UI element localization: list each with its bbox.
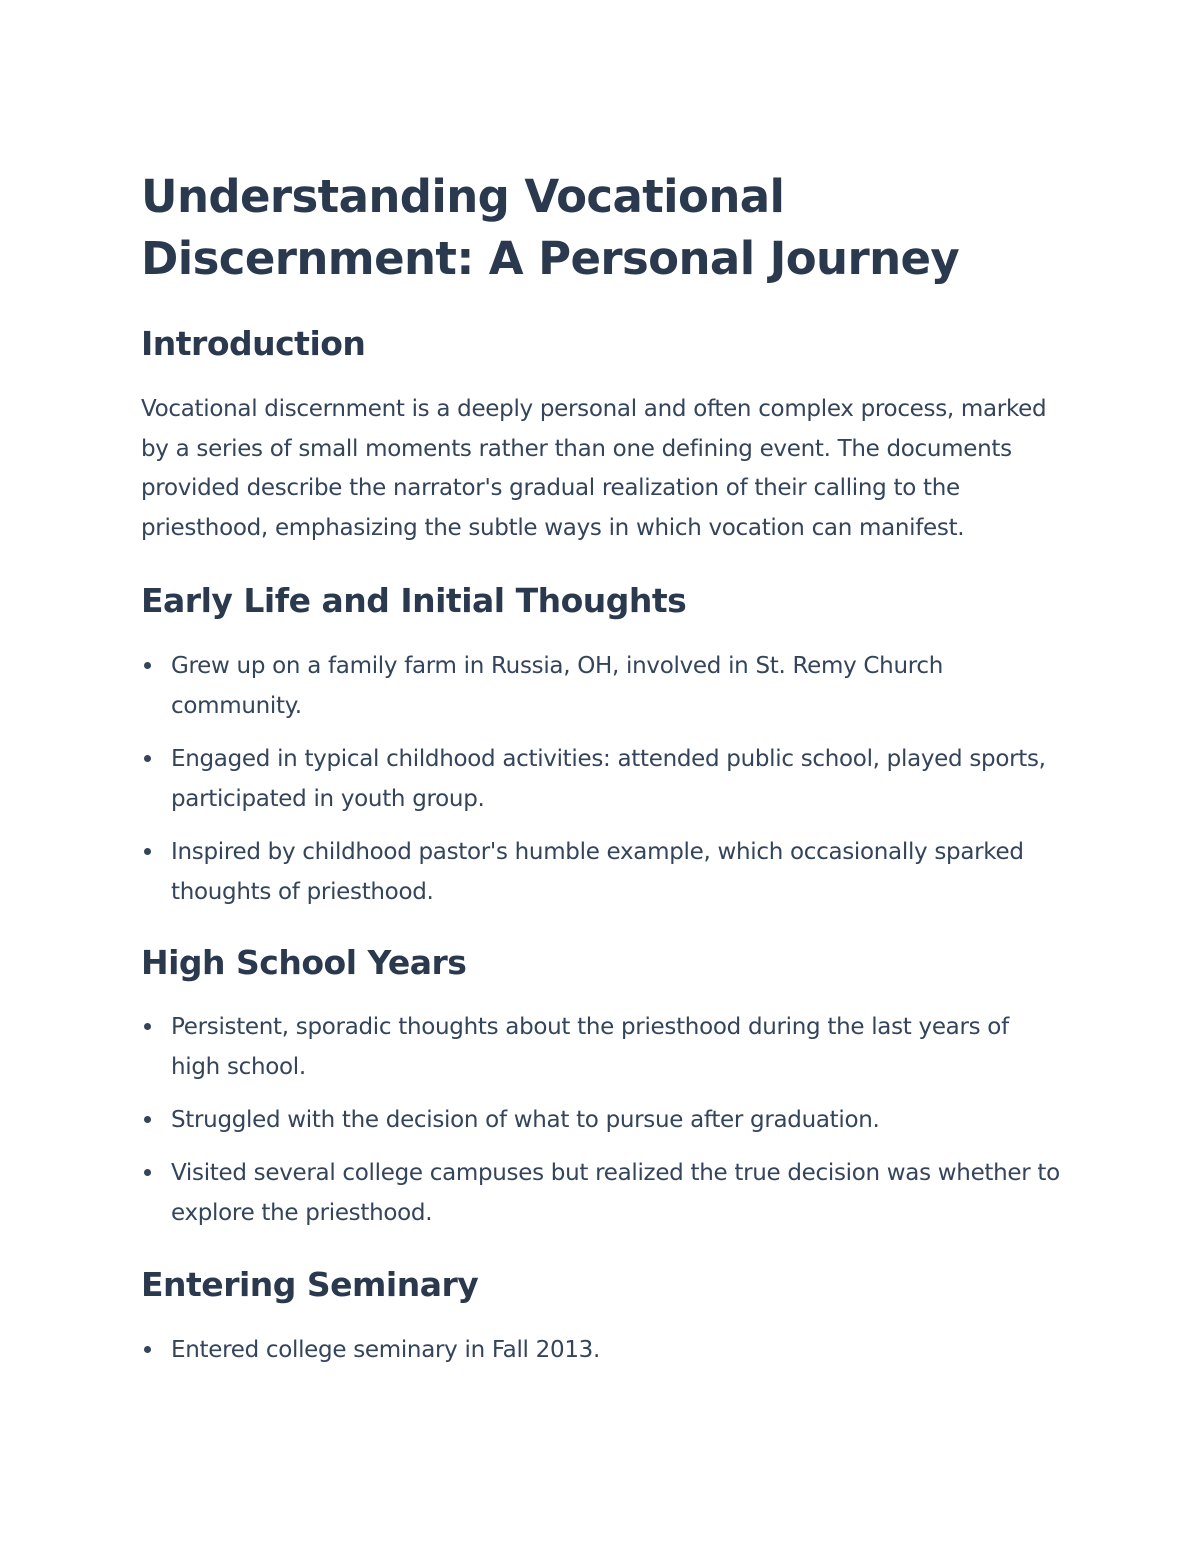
bullet-icon [144, 1346, 151, 1353]
introduction-paragraph: Vocational discernment is a deeply personal and often complex process, marked by a series of small moments rather than one defining event. The documents provided describe the narrator's gradual realization of their calling to the priesthood, emphasizing the subtle ways in which vocation can manifest. [141, 396, 1047, 541]
list-item-text: Entered college seminary in Fall 2013. [171, 1337, 601, 1363]
list-item-text: Persistent, sporadic thoughts about the priesthood during the last years of high school. [171, 1014, 1009, 1080]
list-item [141, 1330, 1060, 1370]
list-item [141, 1100, 1060, 1140]
bullet-icon [144, 662, 151, 669]
bullet-icon [144, 1116, 151, 1123]
list-item-text: Inspired by childhood pastor's humble example, which occasionally sparked thoughts of priesthood. [171, 839, 1024, 905]
section-heading-early-life: Early Life and Initial Thoughts [141, 581, 687, 620]
list-item [141, 1007, 1060, 1087]
list-item [141, 646, 1060, 726]
document-title [141, 166, 1060, 290]
bullet-icon [144, 848, 151, 855]
section-heading-seminary: Entering Seminary [141, 1265, 479, 1304]
list-item-text: Struggled with the decision of what to pursue after graduation. [171, 1107, 880, 1133]
list-item-text: Visited several college campuses but realized the true decision was whether to explore the priesthood. [171, 1160, 1060, 1226]
list-item [141, 832, 1060, 912]
list-item [141, 739, 1060, 819]
early-life-list [141, 646, 1060, 912]
list-item [141, 1153, 1060, 1233]
bullet-icon [144, 755, 151, 762]
high-school-list [141, 1007, 1060, 1233]
title-line-1: Understanding Vocational [141, 170, 785, 223]
bullet-icon [144, 1023, 151, 1030]
list-item-text: Engaged in typical childhood activities: attended public school, played sports, participated in youth group. [171, 746, 1046, 812]
list-item-text: Grew up on a family farm in Russia, OH, involved in St. Remy Church community. [171, 653, 943, 719]
section-heading-introduction: Introduction [141, 324, 366, 363]
section-heading-high-school: High School Years [141, 943, 467, 982]
title-line-2: Discernment: A Personal Journey [141, 232, 960, 285]
seminary-list [141, 1330, 1060, 1370]
bullet-icon [144, 1169, 151, 1176]
